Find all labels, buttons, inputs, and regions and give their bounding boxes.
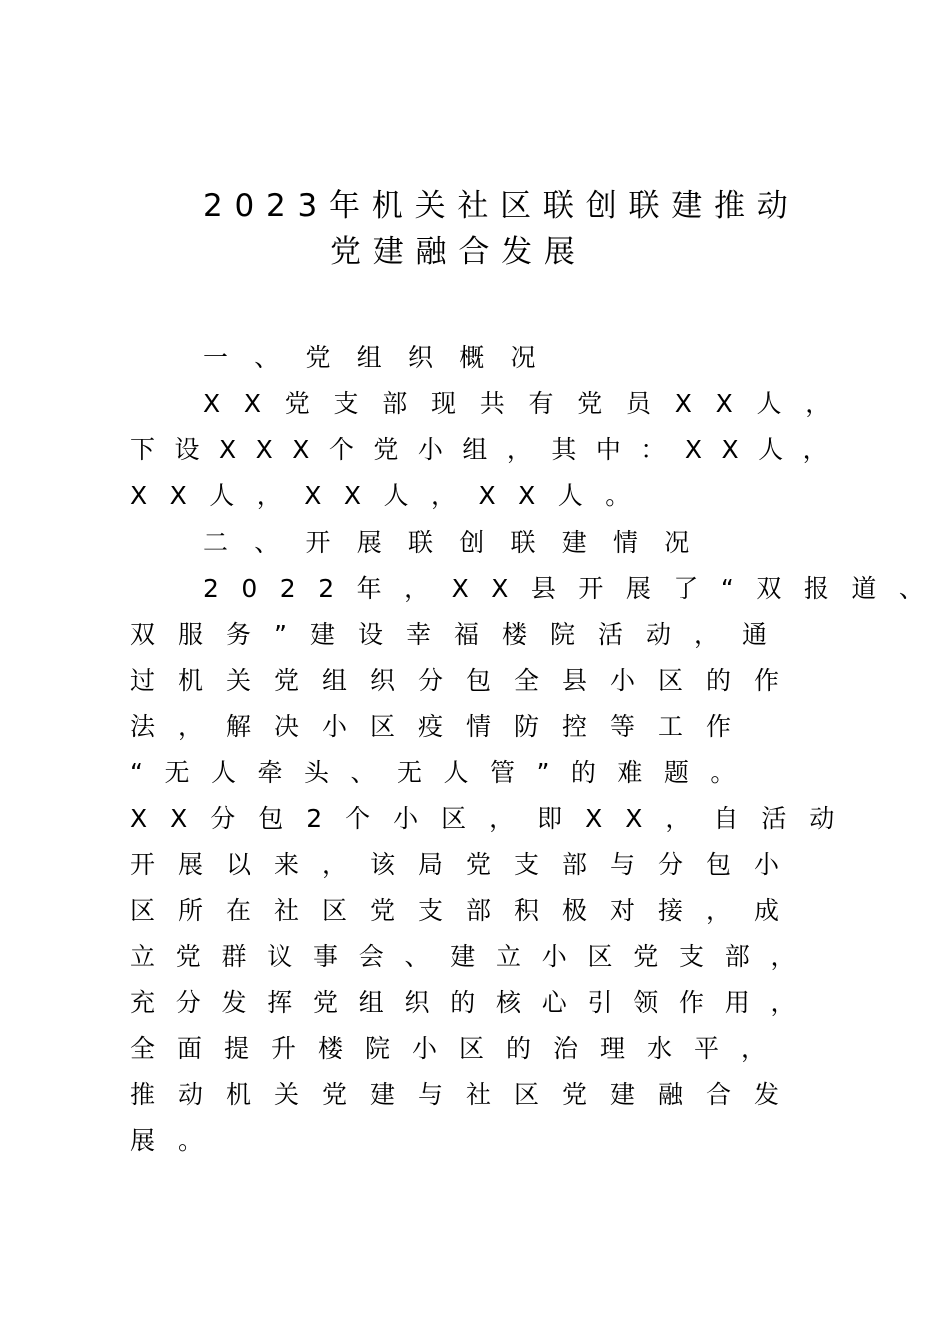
section-2-line-1: 2022年，XX县开展了“双报道、 [203, 574, 947, 603]
section-2-line-10: 充分发挥党组织的核心引领作用， [130, 988, 817, 1017]
section-2-line-9: 立党群议事会、建立小区党支部， [130, 942, 817, 971]
section-2-line-13: 展。 [130, 1126, 227, 1155]
section-2-line-3: 过机关党组织分包全县小区的作 [130, 666, 803, 695]
section-1-line-1: XX党支部现共有党员XX人， [203, 389, 855, 418]
title-line-1: 2023年机关社区联创联建推动 [203, 188, 800, 224]
section-2-line-7: 开展以来，该局党支部与分包小 [130, 850, 803, 879]
section-2-line-6: XX分包2个小区，即XX，自活动 [130, 804, 858, 833]
section-1-line-3: XX人，XX人，XX人。 [130, 481, 653, 510]
section-heading-1: 一、党组织概况 [203, 343, 562, 372]
section-heading-2: 二、开展联创联建情况 [203, 528, 716, 557]
section-2-line-5: “无人牵头、无人管”的难题。 [130, 758, 757, 787]
section-2-line-12: 推动机关党建与社区党建融合发 [130, 1080, 803, 1109]
section-2-line-8: 区所在社区党支部积极对接，成 [130, 896, 803, 925]
section-2-line-2: 双服务”建设幸福楼院活动，通 [130, 620, 790, 649]
title-line-2: 党建融合发展 [330, 234, 587, 270]
section-2-line-4: 法，解决小区疫情防控等工作 [130, 712, 755, 741]
section-1-line-2: 下设XXX个党小组，其中：XX人， [130, 435, 848, 464]
section-2-line-11: 全面提升楼院小区的治理水平， [130, 1034, 789, 1063]
